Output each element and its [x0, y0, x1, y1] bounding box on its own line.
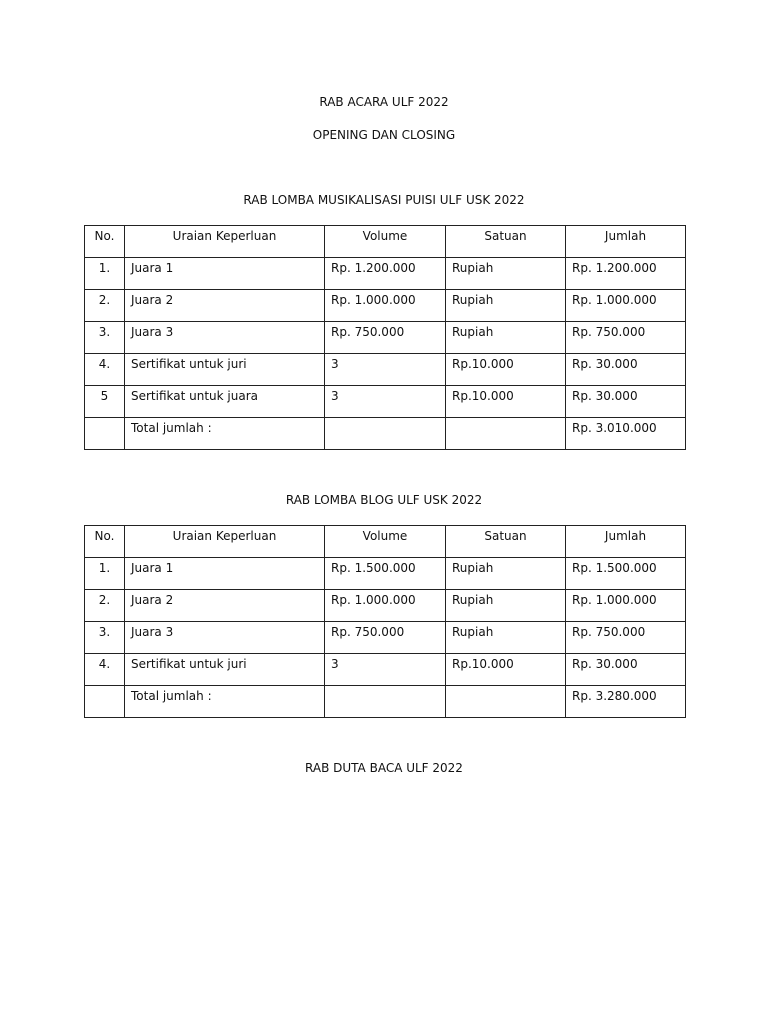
table-row — [85, 322, 686, 354]
rab-table-blog — [84, 525, 686, 718]
cell-volume-empty — [325, 686, 446, 718]
column-header-jumlah: Jumlah — [566, 226, 686, 258]
cell-jumlah: Rp. 30.000 — [566, 386, 686, 418]
column-header-satuan: Satuan — [446, 226, 566, 258]
column-header-uraian: Uraian Keperluan — [125, 226, 325, 258]
column-header-volume: Volume — [325, 226, 446, 258]
table-row — [85, 290, 686, 322]
section3-heading: RAB DUTA BACA ULF 2022 — [305, 761, 463, 775]
cell-no-empty — [85, 686, 125, 718]
cell-uraian: Juara 3 — [125, 622, 325, 654]
cell-no: 2. — [85, 290, 125, 322]
table-total-row — [85, 418, 686, 450]
cell-no: 3. — [85, 322, 125, 354]
cell-satuan: Rupiah — [446, 290, 566, 322]
cell-no: 1. — [85, 558, 125, 590]
cell-volume: 3 — [325, 654, 446, 686]
table2-heading: RAB LOMBA BLOG ULF USK 2022 — [285, 493, 483, 507]
cell-jumlah: Rp. 1.500.000 — [566, 558, 686, 590]
cell-uraian: Juara 2 — [125, 290, 325, 322]
column-header-satuan: Satuan — [446, 526, 566, 558]
table-row — [85, 386, 686, 418]
column-header-jumlah: Jumlah — [566, 526, 686, 558]
table-header-row — [85, 226, 686, 258]
cell-uraian: Sertifikat untuk juri — [125, 654, 325, 686]
cell-satuan: Rupiah — [446, 558, 566, 590]
cell-no-empty — [85, 418, 125, 450]
cell-volume: Rp. 1.200.000 — [325, 258, 446, 290]
cell-no: 3. — [85, 622, 125, 654]
cell-jumlah: Rp. 30.000 — [566, 654, 686, 686]
cell-no: 1. — [85, 258, 125, 290]
cell-uraian: Sertifikat untuk juara — [125, 386, 325, 418]
cell-no: 5 — [85, 386, 125, 418]
cell-satuan: Rupiah — [446, 258, 566, 290]
table-header-row — [85, 526, 686, 558]
cell-volume: 3 — [325, 386, 446, 418]
cell-uraian: Juara 2 — [125, 590, 325, 622]
cell-uraian: Juara 3 — [125, 322, 325, 354]
cell-satuan: Rupiah — [446, 590, 566, 622]
cell-satuan-empty — [446, 418, 566, 450]
table-total-row — [85, 686, 686, 718]
table-row — [85, 590, 686, 622]
cell-no: 2. — [85, 590, 125, 622]
table-row — [85, 354, 686, 386]
cell-satuan-empty — [446, 686, 566, 718]
table-row — [85, 622, 686, 654]
document-subtitle: OPENING DAN CLOSING — [312, 128, 456, 142]
cell-satuan: Rp.10.000 — [446, 654, 566, 686]
cell-no: 4. — [85, 354, 125, 386]
cell-volume: Rp. 1.000.000 — [325, 590, 446, 622]
cell-jumlah: Rp. 30.000 — [566, 354, 686, 386]
column-header-uraian: Uraian Keperluan — [125, 526, 325, 558]
table-row — [85, 654, 686, 686]
column-header-no: No. — [85, 526, 125, 558]
cell-uraian: Sertifikat untuk juri — [125, 354, 325, 386]
total-value: Rp. 3.280.000 — [566, 686, 686, 718]
rab-table-musikalisasi-puisi — [84, 225, 686, 450]
cell-jumlah: Rp. 1.000.000 — [566, 590, 686, 622]
cell-uraian: Juara 1 — [125, 558, 325, 590]
cell-jumlah: Rp. 750.000 — [566, 322, 686, 354]
cell-volume: Rp. 750.000 — [325, 322, 446, 354]
cell-satuan: Rp.10.000 — [446, 386, 566, 418]
cell-volume: 3 — [325, 354, 446, 386]
cell-no: 4. — [85, 654, 125, 686]
cell-satuan: Rupiah — [446, 322, 566, 354]
cell-jumlah: Rp. 1.200.000 — [566, 258, 686, 290]
table-row — [85, 558, 686, 590]
total-label: Total jumlah : — [125, 686, 325, 718]
cell-jumlah: Rp. 1.000.000 — [566, 290, 686, 322]
table1-heading: RAB LOMBA MUSIKALISASI PUISI ULF USK 2022 — [243, 193, 525, 207]
column-header-no: No. — [85, 226, 125, 258]
total-label: Total jumlah : — [125, 418, 325, 450]
total-value: Rp. 3.010.000 — [566, 418, 686, 450]
cell-volume: Rp. 750.000 — [325, 622, 446, 654]
cell-volume-empty — [325, 418, 446, 450]
cell-satuan: Rupiah — [446, 622, 566, 654]
cell-volume: Rp. 1.500.000 — [325, 558, 446, 590]
column-header-volume: Volume — [325, 526, 446, 558]
cell-volume: Rp. 1.000.000 — [325, 290, 446, 322]
cell-jumlah: Rp. 750.000 — [566, 622, 686, 654]
cell-uraian: Juara 1 — [125, 258, 325, 290]
cell-satuan: Rp.10.000 — [446, 354, 566, 386]
document-title: RAB ACARA ULF 2022 — [319, 95, 449, 109]
table-row — [85, 258, 686, 290]
